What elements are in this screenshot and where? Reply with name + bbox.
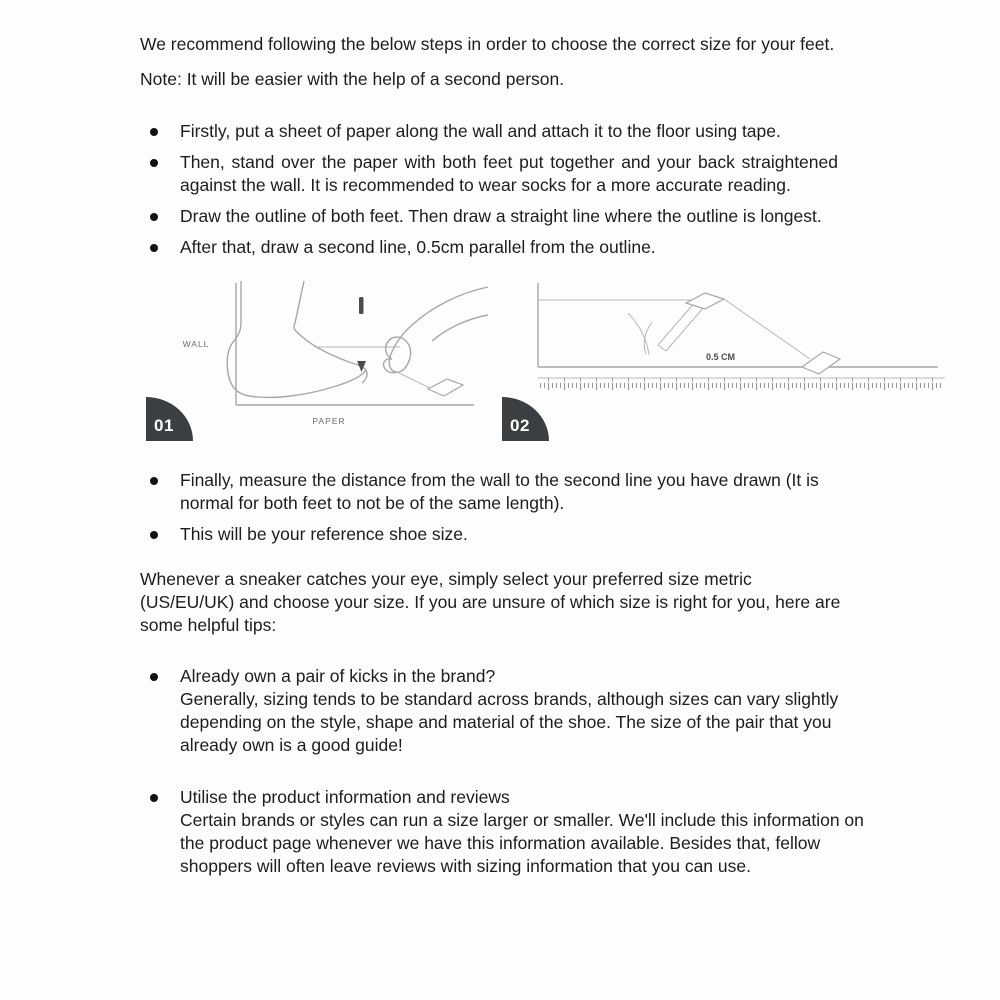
list-item: [140, 523, 870, 546]
tip-body: Certain brands or styles can run a size larger or smaller. We'll include this information on the product page whenever we have this information available. Besides that, fellow shoppers will often leave reviews with sizing information that you can use.: [180, 810, 864, 876]
tip-title: Already own a pair of kicks in the brand?: [180, 666, 496, 686]
step-text: After that, draw a second line, 0.5cm parallel from the outline.: [180, 237, 656, 257]
tip-body: Generally, sizing tends to be standard across brands, although sizes can vary slightly depending on the style, shape and material of the shoe. The size of the pair that you already own is a good guide!: [180, 689, 839, 755]
bullet-icon: [150, 244, 158, 252]
bullet-icon: [150, 128, 158, 136]
list-item: [140, 151, 870, 197]
paper-label: PAPER: [312, 416, 346, 426]
bullet-icon: [150, 213, 158, 221]
step-text: Draw the outline of both feet. Then draw a straight line where the outline is longest.: [180, 206, 822, 226]
figure-measure-length: [500, 275, 960, 443]
list-item: [140, 120, 870, 143]
half-cm-label: 0.5 CM: [706, 352, 736, 362]
tip-title: Utilise the product information and reviews: [180, 787, 510, 807]
bullet-icon: [150, 673, 158, 681]
bullet-icon: [150, 794, 158, 802]
figure-01-number: 01: [154, 416, 174, 435]
measuring-line-illustration: [500, 275, 960, 443]
step-text: Firstly, put a sheet of paper along the wall and attach it to the floor using tape.: [180, 121, 781, 141]
step-text: Then, stand over the paper with both feet put together and your back straightened against the wall. It is recommended to wear socks for a more accurate reading.: [180, 152, 838, 195]
step-text: This will be your reference shoe size.: [180, 524, 468, 544]
tip-item: [140, 786, 870, 878]
foot-against-wall-illustration: [144, 275, 492, 443]
list-item: [140, 205, 870, 228]
list-item: [140, 469, 870, 515]
bullet-icon: [150, 531, 158, 539]
tip-item: [140, 665, 870, 757]
measuring-steps-list: [140, 120, 870, 259]
bullet-icon: [150, 159, 158, 167]
tips-intro-paragraph: Whenever a sneaker catches your eye, simply select your preferred size metric (US/EU/UK) and choose your size. If you are unsure of which size is right for you, here are some helpful tips:: [140, 569, 841, 635]
figures-row: [144, 275, 870, 443]
figure-02-number: 02: [510, 416, 530, 435]
figure-measure-foot: [144, 275, 492, 443]
tips-list: [140, 665, 870, 878]
step-text: Finally, measure the distance from the wall to the second line you have drawn (It is normal for both feet to not be of the same length).: [180, 470, 819, 513]
list-item: [140, 236, 870, 259]
intro-paragraph: We recommend following the below steps in order to choose the correct size for your feet.: [140, 34, 835, 54]
bullet-icon: [150, 477, 158, 485]
note-paragraph: Note: It will be easier with the help of a second person.: [140, 69, 565, 89]
wall-label: WALL: [182, 339, 210, 349]
result-steps-list: [140, 469, 870, 546]
